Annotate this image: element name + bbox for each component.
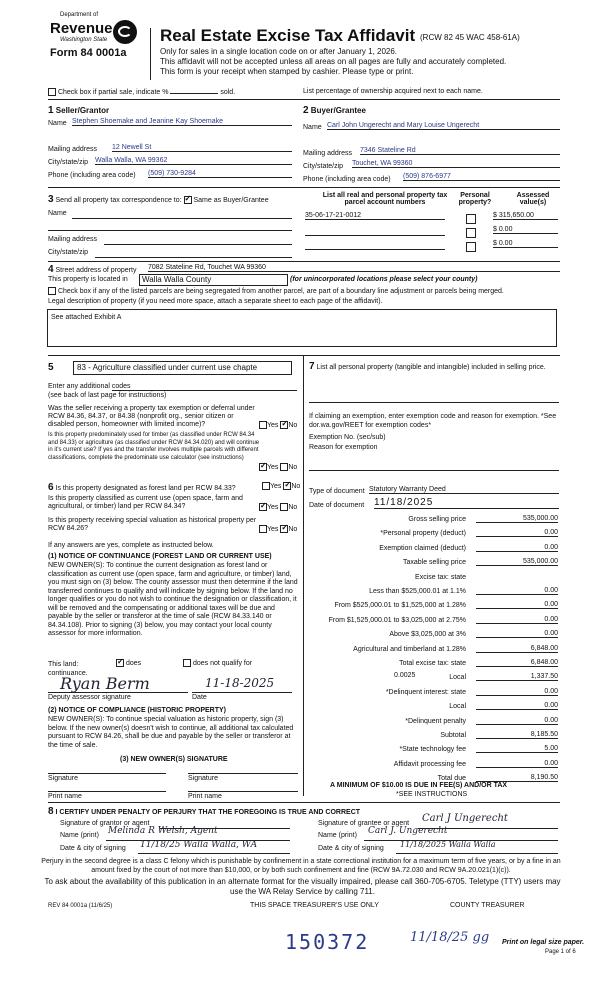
calc-label: Excise tax: state [415, 574, 466, 581]
historic-yes-no: Yes ✓ No [259, 525, 297, 533]
forest-no-checkbox[interactable] [283, 482, 291, 490]
calc-label: From $525,000.01 to $1,525,000 at 1.28% [334, 602, 466, 609]
county-select[interactable]: Walla Walla County [139, 274, 288, 286]
owner-signature-label-1: Signature [48, 775, 78, 782]
page-number: Page 1 of 6 [545, 949, 576, 955]
calc-value[interactable]: 6,848.00 [476, 645, 558, 653]
historic-yes-checkbox[interactable] [259, 525, 267, 533]
parcel-value-2[interactable]: $ 0.00 [493, 226, 558, 234]
timber-yes-checkbox[interactable] [259, 463, 267, 471]
deputy-date: 11-18-2025 [205, 676, 275, 690]
legal-paper-note: Print on legal size paper. [502, 939, 585, 946]
notice-compliance-title: (2) NOTICE OF COMPLIANCE (HISTORIC PROPERTY) [48, 707, 226, 714]
calc-label: Total due [437, 775, 466, 782]
current-use-question: Is this property classified as current use (open space, farm and agricultural, or timber) land per RCW 84.34? [48, 495, 243, 510]
local-rate: 0.0025 [394, 672, 416, 679]
grantor-name: Melinda R Welsh, Agent [108, 826, 218, 836]
deputy-signature: Ryan Berm [60, 674, 150, 693]
document-date-field[interactable]: 11/18/2025 [374, 497, 559, 509]
does-qualify-checkbox[interactable] [116, 659, 124, 667]
calc-value[interactable]: 0.00 [476, 760, 558, 768]
deputy-signature-label: Deputy assessor signature [48, 694, 131, 701]
calc-value[interactable]: 0.00 [476, 544, 558, 552]
same-as-buyer-checkbox[interactable] [184, 196, 192, 204]
calc-value[interactable]: 0.00 [476, 529, 558, 537]
owner-print-name-2: Print name [188, 793, 222, 800]
grantee-name-label: Name (print) [318, 832, 357, 839]
calc-label: Subtotal [440, 732, 466, 739]
grantor-name-label: Name (print) [60, 832, 99, 839]
parcel-number-3[interactable] [305, 240, 445, 250]
exemption-no-checkbox[interactable] [280, 421, 288, 429]
segregated-row: Check box if any of the listed parcels are being segregated from another parcel, are part of a boundary line adjustment or parcels being merged. [48, 287, 504, 295]
calc-label: Local [449, 703, 466, 710]
buyer-phone-field[interactable]: (509) 876-6977 [403, 173, 560, 181]
exemption-number-label: Exemption No. (sec/sub) [309, 434, 386, 441]
current-use-yes-no: ✓ Yes No [259, 503, 297, 511]
dept-label: Department of [60, 12, 99, 18]
grantee-signature: Carl J Ungerecht [422, 813, 508, 824]
current-use-no-checkbox[interactable] [280, 503, 288, 511]
state-label: Washington State [60, 37, 108, 43]
calc-value[interactable]: 0.00 [476, 587, 558, 595]
parcel-value-3[interactable]: $ 0.00 [493, 240, 558, 248]
section3-mailing-label: Mailing address [48, 236, 98, 243]
calc-label: Agricultural and timberland at 1.28% [353, 646, 466, 653]
legal-description-label: Legal description of property (if you need more space, attach a separate sheet to each page of the affidavit). [48, 298, 383, 305]
calc-value[interactable]: 0.00 [476, 630, 558, 638]
section5-number: 5 [48, 362, 54, 373]
forest-question: 6 Is this property designated as forest land per RCW 84.33? [48, 482, 236, 493]
land-use-code-select[interactable]: 83 - Agriculture classified under current use chapte [73, 361, 292, 375]
county-note: (for unincorporated locations please select your county) [290, 276, 478, 283]
calc-value[interactable]: 8,185.50 [476, 731, 558, 739]
section3-name-label: Name [48, 210, 67, 217]
parcel-number-1[interactable]: 35-06-17-21-0012 [305, 212, 445, 220]
timber-question: Is this property predominately used for timber (as classified under RCW 84.34 and 84.33) or agriculture (as classified under RCW 84.34.020) and will continue in it's current use? If yes and the transfer involves multiple parcels with different classifications, complete the predominate use calculator (see instructions) [48, 432, 260, 461]
partial-sale-checkbox[interactable] [48, 88, 56, 96]
calc-label: Total excise tax: state [399, 660, 466, 667]
calc-value[interactable]: 8,190.50 [476, 774, 558, 782]
calc-label: Exemption claimed (deduct) [379, 545, 466, 552]
historic-no-checkbox[interactable] [280, 525, 288, 533]
document-type-label: Type of document [309, 488, 365, 495]
seller-name-field[interactable]: Stephen Shoemake and Jeanine Kay Shoemake [72, 118, 292, 126]
minimum-fee-note: A MINIMUM OF $10.00 IS DUE IN FEE(S) AND/OR TAX [330, 782, 508, 789]
does-option: ✓ does [116, 659, 141, 667]
buyer-mailing-label: Mailing address [303, 150, 353, 157]
continuance-label: continuance. [48, 670, 88, 677]
see-instructions-note: *SEE INSTRUCTIONS [396, 791, 468, 798]
calc-value[interactable]: 1,337.50 [476, 673, 558, 681]
seller-mailing-field[interactable]: 12 Newell St [112, 144, 292, 152]
calc-value[interactable]: 0.00 [476, 616, 558, 624]
calc-label: Taxable selling price [402, 559, 466, 566]
exemption-yes-no: Yes ✓ No [259, 421, 297, 429]
additional-codes-label: Enter any additional codes [48, 383, 131, 390]
calc-label: Local [449, 674, 466, 681]
calc-label: Affidavit processing fee [393, 761, 466, 768]
grantee-date-label: Date & city of signing [318, 845, 384, 852]
seller-city-label: City/state/zip [48, 159, 89, 166]
grantor-date-label: Date & city of signing [60, 845, 126, 852]
revenue-logo-icon [113, 20, 137, 44]
stamp-number: 150372 [285, 930, 370, 954]
calc-value[interactable]: 535,000.00 [476, 558, 558, 566]
calc-label: Above $3,025,000 at 3% [389, 631, 466, 638]
calc-label: *Delinquent interest: state [385, 689, 466, 696]
buyer-mailing-field[interactable]: 7346 Stateline Rd [360, 147, 560, 155]
street-address-field[interactable]: 7082 Stateline Rd, Touchet WA 99360 [148, 264, 560, 272]
calc-value[interactable]: 0.00 [476, 601, 558, 609]
calc-label: Gross selling price [408, 516, 466, 523]
section3-city-label: City/state/zip [48, 249, 89, 256]
document-date-label: Date of document [309, 502, 365, 509]
calc-value[interactable]: 0.00 [476, 688, 558, 696]
calc-label: *Delinquent penalty [405, 718, 466, 725]
calc-label: Less than $525,000.01 at 1.1% [369, 588, 466, 595]
header-line-3: This form is your receipt when stamped by cashier. Please type or print. [160, 67, 414, 76]
seller-name-label: Name [48, 120, 67, 127]
partial-sale-row [48, 88, 235, 96]
notice-continuance-body: NEW OWNER(S): To continue the current designation as forest land or classification as current use (open space, farm and agriculture, or timber) land, you must sign on (3) below. The county assessor must then determine if the land transferred continues to qualify and will indicate by signing below. If the land no longer qualifies or you do not wish to continue the designation or classification, it will be removed and the compensating or additional taxes will be due and payable by the seller or transferor at the time of sale (RCW 84.33.140 or 84.34.108). Prior to signing (3) below, you may contact your local county assessor for more information. [48, 562, 298, 637]
buyer-heading: 2 Buyer/Grantee [303, 105, 366, 116]
parcel-heading: List all real and personal property tax parcel account numbers [322, 192, 448, 206]
seller-phone-label: Phone (including area code) [48, 172, 136, 179]
parcel-value-1[interactable]: $ 315,650.00 [493, 212, 558, 220]
grantor-date-city: 11/18/25 Walla Walla, WA [140, 840, 258, 850]
assessed-value-heading: Assessed value(s) [516, 192, 550, 206]
exemption-question: Was the seller receiving a property tax exemption or deferral under RCW 84.36, 84.37, or 84.38 (nonprofit org., senior citizen or disabled person, homeowner with limited income)? [48, 405, 255, 428]
does-not-qualify-checkbox[interactable] [183, 659, 191, 667]
calc-label: *Personal property (deduct) [380, 530, 466, 537]
if-yes-note: If any answers are yes, complete as instructed below. [48, 542, 214, 549]
forest-yes-no: Yes ✓ No [262, 482, 300, 490]
treasurer-use-label: THIS SPACE TREASURER'S USE ONLY [250, 902, 379, 909]
deputy-date-label: Date [192, 694, 207, 701]
partial-sale-label: Check box if partial sale, indicate % [57, 88, 169, 96]
grantee-signature-label: Signature of grantee or agent [318, 820, 410, 827]
current-use-yes-checkbox[interactable] [259, 503, 267, 511]
notice-continuance-title: (1) NOTICE OF CONTINUANCE (FOREST LAND OR CURRENT USE) [48, 553, 272, 560]
seller-mailing-label: Mailing address [48, 146, 98, 153]
located-in-label: This property is located in [48, 276, 128, 283]
historic-question: Is this property receiving special valuation as historical property per RCW 84.26? [48, 517, 257, 532]
grantor-signature-label: Signature of grantor or agent [60, 820, 150, 827]
personal-property-label: 7 List all personal property (tangible and intangible) included in selling price. [309, 361, 546, 372]
calc-value[interactable]: 0.00 [476, 717, 558, 725]
header-line-1: Only for sales in a single location code on or after January 1, 2026. [160, 47, 398, 56]
street-label: 4 Street address of property [48, 264, 137, 275]
seller-phone-field[interactable]: (509) 730-9284 [148, 170, 292, 178]
see-back-note: (see back of last page for instructions) [48, 392, 167, 399]
stamp-date: 11/18/25 gg [410, 930, 490, 945]
tax-correspondence-row: 3 Send all property tax correspondence to: ✓ Same as Buyer/Grantee [48, 194, 269, 205]
partial-sold-label: sold. [220, 88, 236, 96]
notice-compliance-body: NEW OWNER(S): To continue special valuation as historic property, sign (3) below. If the new owner(s) doesn't wish to continue, all additional tax calculated pursuant to RCW 84.26, shall be due and payable by the seller or transferor at the time of sale. [48, 716, 294, 749]
calc-value[interactable]: 5.00 [476, 745, 558, 753]
forest-yes-checkbox[interactable] [262, 482, 270, 490]
list-percentage-note: List percentage of ownership acquired next to each name. [303, 88, 483, 95]
calc-value[interactable]: 6,848.00 [476, 659, 558, 667]
does-not-option: does not qualify for [183, 659, 252, 667]
calc-label: From $1,525,000.01 to $3,025,000 at 2.75% [328, 617, 466, 624]
segregated-checkbox[interactable] [48, 287, 56, 295]
parcel-3-personal-checkbox[interactable] [466, 242, 476, 252]
revision-label: REV 84 0001a (11/6/25) [48, 903, 113, 909]
seller-heading: 1 Seller/Grantor [48, 105, 110, 116]
calc-value[interactable]: 535,000.00 [476, 515, 558, 523]
grantee-date-city: 11/18/2025 Walla Walla [400, 840, 496, 849]
exemption-yes-checkbox[interactable] [259, 421, 267, 429]
exemption-reason-label: Reason for exemption [309, 444, 378, 451]
this-land-label: This land: [48, 661, 79, 668]
buyer-name-field[interactable]: Carl John Ungerecht and Mary Louise Ungerecht [327, 122, 560, 130]
calc-label: *State technology fee [399, 746, 466, 753]
buyer-phone-label: Phone (including area code) [303, 176, 391, 183]
buyer-city-label: City/state/zip [303, 163, 344, 170]
exemption-claim-note: If claiming an exemption, enter exemption code and reason for exemption. *See dor.wa.gov/REET for exemption codes* [309, 413, 557, 429]
parcel-1-personal-checkbox[interactable] [466, 214, 476, 224]
form-title: Real Estate Excise Tax Affidavit [160, 26, 416, 45]
parcel-number-2[interactable] [305, 226, 445, 236]
perjury-notice: Perjury in the second degree is a class C felony which is punishable by confinement in a state correctional institution for a maximum term of five years, or by a fine in an amount fixed by the court of not more than $10,000, or by both such confinement and fine (RCW 9A.72.030 and RCW 9A.20.021(1)(c)). [41, 858, 561, 874]
form-citation: (RCW 82 45 WAC 458-61A) [420, 33, 520, 42]
certify-statement: 8 I CERTIFY UNDER PENALTY OF PERJURY THAT THE FOREGOING IS TRUE AND CORRECT [48, 806, 361, 817]
owner-print-name-1: Print name [48, 793, 82, 800]
buyer-city-field[interactable]: Touchet, WA 99360 [352, 160, 560, 168]
grantee-name: Carl J. Ungerecht [368, 826, 448, 836]
form-number: Form 84 0001a [50, 47, 127, 59]
owner-signature-label-2: Signature [188, 775, 218, 782]
new-owner-title: (3) NEW OWNER(S) SIGNATURE [120, 756, 228, 763]
personal-property-heading: Personal property? [458, 192, 492, 206]
alternate-format-notice: To ask about the availability of this publication in an alternate format for the visually impaired, please call 360-705-6705. Teletype (TTY) users may use the WA Relay Service by calling 711. [44, 877, 561, 896]
header-line-2: This affidavit will not be accepted unless all areas on all pages are fully and accurately completed. [160, 57, 507, 66]
revenue-logo-text: Revenue [50, 20, 113, 37]
legal-description-field[interactable]: See attached Exhibit A [47, 309, 557, 347]
county-treasurer-label: COUNTY TREASURER [450, 902, 525, 909]
seller-city-field[interactable]: Walla Walla, WA 99362 [95, 157, 292, 165]
document-type-field[interactable]: Statutory Warranty Deed [369, 486, 559, 494]
parcel-2-personal-checkbox[interactable] [466, 228, 476, 238]
buyer-name-label: Name [303, 124, 322, 131]
timber-yes-no: ✓Yes No [259, 463, 297, 471]
timber-no-checkbox[interactable] [280, 463, 288, 471]
calc-value[interactable]: 0.00 [476, 702, 558, 710]
